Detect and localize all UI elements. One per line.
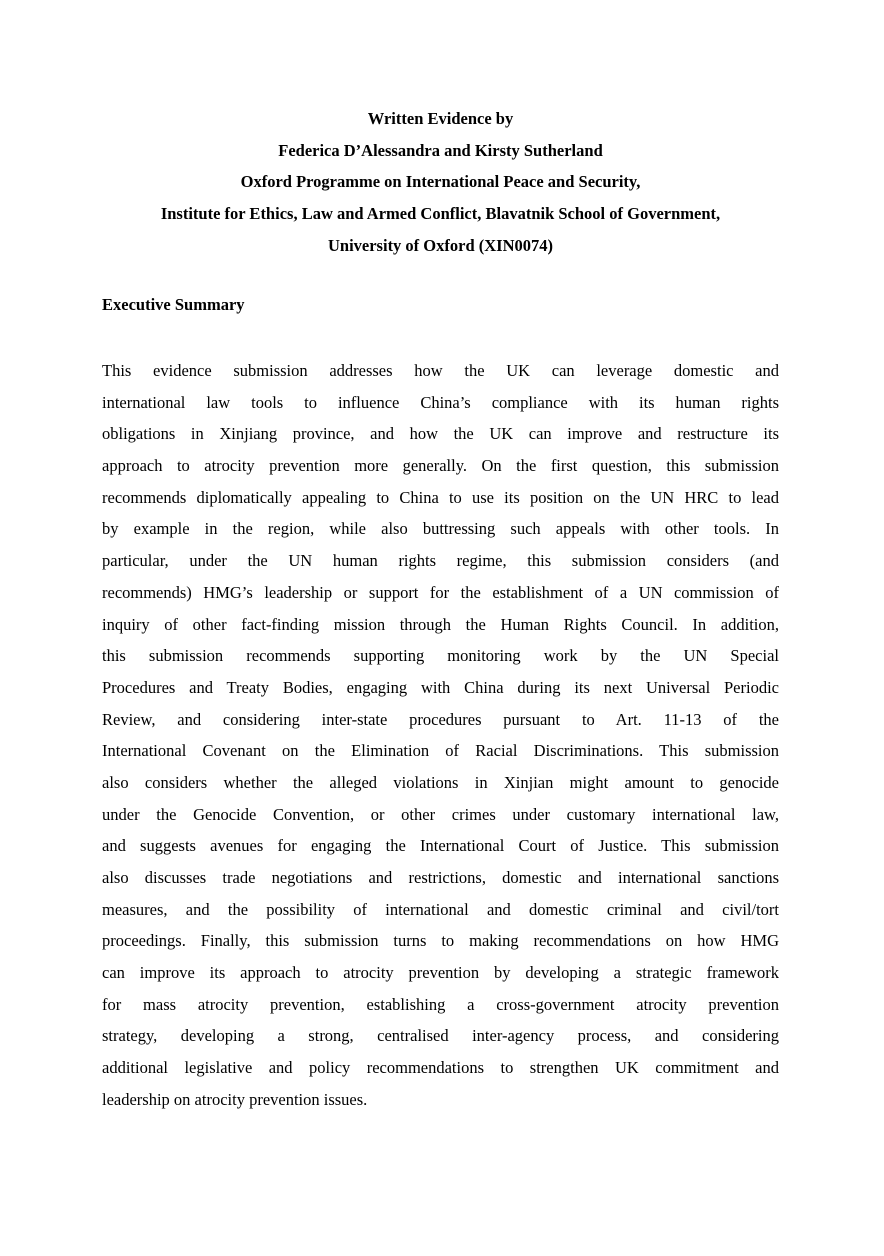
- paragraph-line-text: for mass atrocity prevention, establishing a cross-government atrocity prevention: [102, 994, 779, 1014]
- paragraph-line-text: recommends) HMG’s leadership or support for the establishment of a UN commission of: [102, 582, 779, 602]
- paragraph-line-text: proceedings. Finally, this submission turns to making recommendations on how HMG: [102, 931, 779, 951]
- paragraph-line: [102, 450, 779, 482]
- paragraph-line: [102, 640, 779, 672]
- title-line-programme: Oxford Programme on International Peace and Security,: [240, 172, 641, 192]
- paragraph-line: [102, 577, 779, 609]
- paragraph-line-text: recommends diplomatically appealing to China to use its position on the UN HRC to lead: [102, 487, 779, 507]
- section-heading-executive-summary: Executive Summary: [102, 295, 245, 314]
- paragraph-line-text: approach to atrocity prevention more generally. On the first question, this submission: [102, 456, 779, 476]
- paragraph-line: [102, 609, 779, 641]
- paragraph-line-text: inquiry of other fact-finding mission through the Human Rights Council. In addition,: [102, 614, 779, 634]
- paragraph-line: [102, 482, 779, 514]
- paragraph-line: [102, 894, 779, 926]
- document-title-block: [102, 103, 779, 262]
- paragraph-line: [102, 862, 779, 894]
- paragraph-line-text: by example in the region, while also buttressing such appeals with other tools. In: [102, 519, 779, 539]
- paragraph-line: [102, 513, 779, 545]
- paragraph-line-text: measures, and the possibility of international and domestic criminal and civil/tort: [102, 899, 779, 919]
- paragraph-line-text: can improve its approach to atrocity prevention by developing a strategic framework: [102, 963, 779, 983]
- paragraph-line: [102, 672, 779, 704]
- paragraph-line: [102, 545, 779, 577]
- title-line-heading: Written Evidence by: [367, 109, 514, 128]
- paragraph-line: [102, 387, 779, 419]
- executive-summary-paragraph: [102, 355, 779, 1116]
- paragraph-line-text: leadership on atrocity prevention issues.: [102, 1089, 368, 1109]
- paragraph-line: [102, 704, 779, 736]
- paragraph-line: [102, 418, 779, 450]
- paragraph-line-last: [102, 1084, 779, 1116]
- paragraph-line-text: International Covenant on the Elimination of Racial Discriminations. This submission: [102, 741, 779, 761]
- paragraph-line: [102, 355, 779, 387]
- paragraph-line-text: and suggests avenues for engaging the International Court of Justice. This submission: [102, 836, 779, 856]
- paragraph-line: [102, 735, 779, 767]
- paragraph-line: [102, 957, 779, 989]
- paragraph-line-text: additional legislative and policy recommendations to strengthen UK commitment and: [102, 1058, 779, 1078]
- paragraph-line: [102, 830, 779, 862]
- paragraph-line: [102, 989, 779, 1021]
- paragraph-line-text: This evidence submission addresses how the UK can leverage domestic and: [102, 361, 779, 380]
- title-line-authors: Federica D’Alessandra and Kirsty Sutherland: [278, 140, 603, 160]
- title-line-institute: Institute for Ethics, Law and Armed Conflict, Blavatnik School of Government,: [160, 204, 721, 224]
- paragraph-line: [102, 925, 779, 957]
- paragraph-line-text: strategy, developing a strong, centralised inter-agency process, and considering: [102, 1026, 779, 1046]
- paragraph-line-text: also considers whether the alleged violations in Xinjian might amount to genocide: [102, 772, 779, 792]
- paragraph-line-text: under the Genocide Convention, or other crimes under customary international law,: [102, 804, 779, 824]
- paragraph-line-text: this submission recommends supporting monitoring work by the UN Special: [102, 646, 779, 666]
- paragraph-line: [102, 767, 779, 799]
- paragraph-line: [102, 799, 779, 831]
- paragraph-line-text: particular, under the UN human rights regime, this submission considers (and: [102, 551, 779, 571]
- paragraph-line-text: Review, and considering inter-state procedures pursuant to Art. 11-13 of the: [102, 709, 779, 729]
- paragraph-line-text: international law tools to influence China’s compliance with its human rights: [102, 392, 779, 412]
- paragraph-line: [102, 1020, 779, 1052]
- title-line-university: University of Oxford (XIN0074): [327, 235, 553, 255]
- paragraph-line-text: obligations in Xinjiang province, and how the UK can improve and restructure its: [102, 424, 779, 444]
- paragraph-line-text: also discusses trade negotiations and restrictions, domestic and international sanctions: [102, 868, 779, 887]
- paragraph-line-text: Procedures and Treaty Bodies, engaging with China during its next Universal Periodic: [102, 677, 779, 697]
- paragraph-line: [102, 1052, 779, 1084]
